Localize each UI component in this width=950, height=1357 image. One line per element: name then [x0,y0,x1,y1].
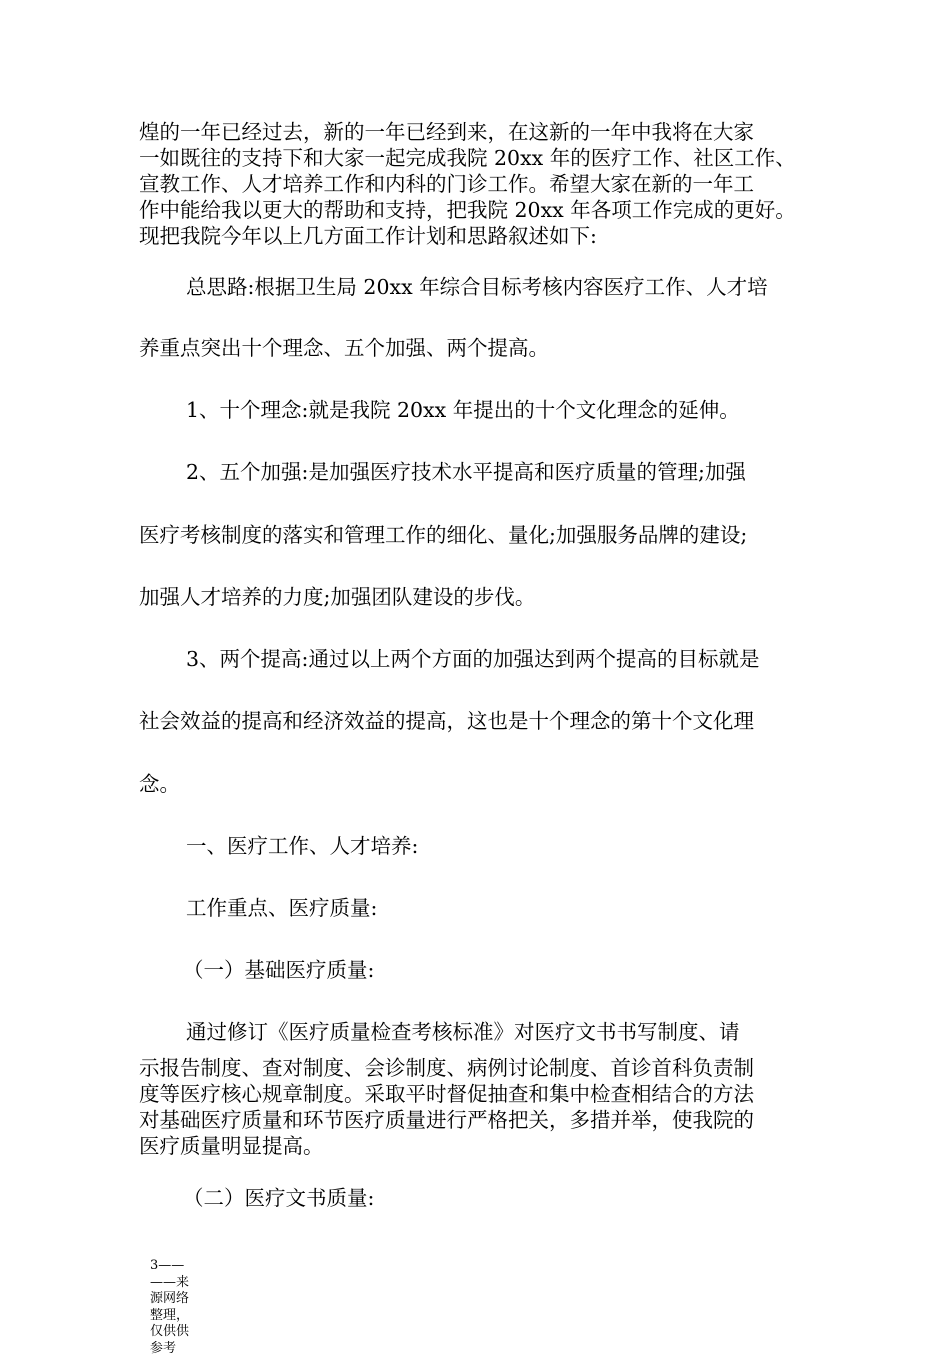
item-3-line: 社会效益的提高和经济效益的提高，这也是十个理念的第十个文化理 [139,708,754,734]
item-2-line: 2、五个加强:是加强医疗技术水平提高和医疗质量的管理;加强 [186,459,746,485]
item-1: 1、十个理念:就是我院 20xx 年提出的十个文化理念的延伸。 [186,397,740,423]
footer-note [150,1258,210,1357]
paragraph-line: 示报告制度、查对制度、会诊制度、病例讨论制度、首诊首科负责制 [139,1055,754,1081]
paragraph-line: 医疗质量明显提高。 [139,1133,324,1159]
footer-line: 参考 [150,1341,210,1357]
general-idea-line: 养重点突出十个理念、五个加强、两个提高。 [139,335,549,361]
subsection-heading: （二）医疗文书质量: [183,1185,374,1211]
section-heading: 一、医疗工作、人才培养: [186,833,418,859]
paragraph-line: 宣教工作、人才培养工作和内科的门诊工作。希望大家在新的一年工 [139,171,754,197]
paragraph-line: 对基础医疗质量和环节医疗质量进行严格把关，多措并举，使我院的 [139,1107,754,1133]
general-idea-line: 总思路:根据卫生局 20xx 年综合目标考核内容医疗工作、人才培 [186,274,768,300]
paragraph-line: 现把我院今年以上几方面工作计划和思路叙述如下: [139,223,597,249]
footer-line: 源网络 [150,1291,210,1308]
footer-line: ——来 [150,1275,210,1292]
footer-line: 仅供供 [150,1324,210,1341]
item-3-line: 3、两个提高:通过以上两个方面的加强达到两个提高的目标就是 [186,646,759,672]
footer-line: 整理， [150,1308,210,1325]
paragraph-line: 煌的一年已经过去，新的一年已经到来，在这新的一年中我将在大家 [139,119,754,145]
paragraph-line: 作中能给我以更大的帮助和支持，把我院 20xx 年各项工作完成的更好。 [139,197,796,223]
focus-heading: 工作重点、医疗质量: [186,895,377,921]
item-2-line: 加强人才培养的力度;加强团队建设的步伐。 [139,584,535,610]
footer-line: 3—— [150,1258,210,1275]
item-3-line: 念。 [139,771,180,797]
paragraph-line: 通过修订《医疗质量检查考核标准》对医疗文书书写制度、请 [186,1019,740,1045]
paragraph-line: 度等医疗核心规章制度。采取平时督促抽查和集中检查相结合的方法 [139,1081,754,1107]
subsection-heading: （一）基础医疗质量: [183,957,374,983]
paragraph-line: 一如既往的支持下和大家一起完成我院 20xx 年的医疗工作、社区工作、 [139,145,796,171]
item-2-line: 医疗考核制度的落实和管理工作的细化、量化;加强服务品牌的建设; [139,522,747,548]
